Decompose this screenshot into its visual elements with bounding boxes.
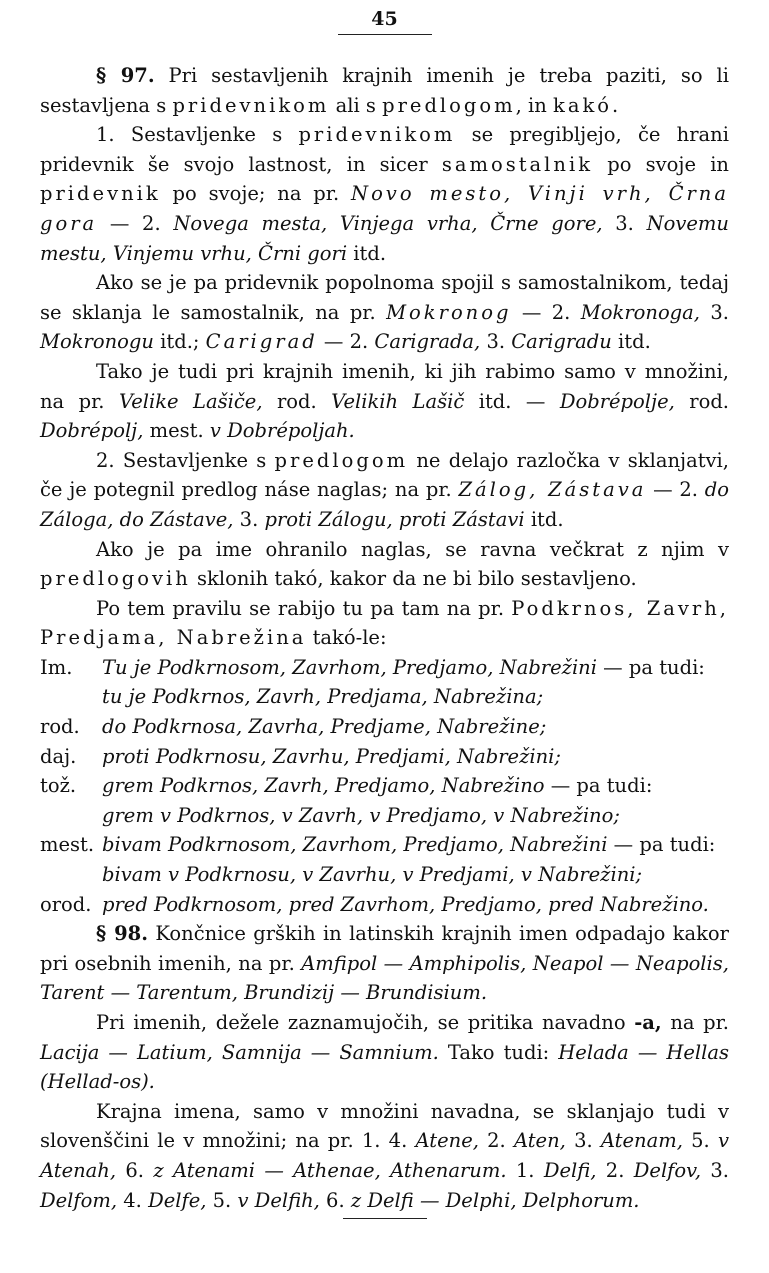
case-forms: Tu je Podkrnosom, Zavrhom, Predjamo, Nabrežini — pa tudi: bbox=[102, 655, 705, 679]
case-label: daj. bbox=[40, 744, 77, 768]
case-label: orod. bbox=[40, 892, 92, 916]
page-body bbox=[40, 61, 729, 1215]
case-label bbox=[40, 801, 102, 831]
plural-only-paragraph: Krajna imena, samo v množini navadna, se sklanjajo tudi v slovenščini le v množini; na pr. 1. 4. Atene, 2. Aten, 3. Atenam, 5. v Atenah, 6. z Atenami — Athenae, Athenarum. 1. Delfi, 2. Delfov, 3. Delfom, 4. Delfe, 5. v Delfih, 6. z Delfi — Delphi, Delphorum. bbox=[40, 1099, 729, 1212]
case-forms: pred Podkrnosom, pred Zavrhom, Predjamo, pred Nabrežino. bbox=[102, 892, 709, 916]
case-forms: tu je Podkrnos, Zavrh, Predjama, Nabrežina; bbox=[102, 685, 544, 709]
case-label bbox=[40, 860, 102, 890]
section-97-intro: § 97. Pri sestavljenih krajnih imenih je treba paziti, so li sestavljena s pridevnikom ali s predlogom, in kakó. bbox=[40, 64, 729, 117]
case-forms: bivam v Podkrnosu, v Zavrhu, v Predjami, v Nabrežini; bbox=[102, 863, 643, 887]
plural-names-paragraph: Tako je tudi pri krajnih imenih, ki jih rabimo samo v množini, na pr. Velike Lašiče, rod. Velikih Lašič itd. — Dobrépolje, rod. Dobrépolj, mest. v Dobrépoljah. bbox=[40, 359, 729, 443]
case-forms: bivam Podkrnosom, Zavrhom, Predjamo, Nabrežini — pa tudi: bbox=[102, 833, 716, 857]
footer-rule bbox=[343, 1218, 427, 1219]
case-forms: do Podkrnosa, Zavrha, Predjame, Nabrežine; bbox=[102, 715, 547, 739]
case-label: mest. bbox=[40, 833, 95, 857]
case-label bbox=[40, 682, 102, 712]
case-label: rod. bbox=[40, 715, 80, 739]
declension-table bbox=[40, 653, 729, 919]
merged-adjective-paragraph: Ako se je pa pridevnik popolnoma spojil s samostalnikom, tedaj se sklanja le samostalnik, na pr. Mokronog — 2. Mokronoga, 3. Mokronogu itd.; Carigrad — 2. Carigrada, 3. Carigradu itd. bbox=[40, 271, 730, 354]
page-number: 45 bbox=[371, 8, 398, 30]
case-label: tož. bbox=[40, 774, 77, 798]
case-forms: proti Podkrnosu, Zavrhu, Predjami, Nabrežini; bbox=[102, 744, 561, 768]
case-forms: grem v Podkrnos, v Zavrh, v Predjamo, v Nabrežino; bbox=[102, 803, 620, 827]
rule-paragraph: Po tem pravilu se rabijo tu pa tam na pr. Podkrnos, Zavrh, Predjama, Nabrežina takó-le: bbox=[40, 596, 729, 650]
accent-paragraph: Ako je pa ime ohranilo naglas, se ravna večkrat z njim v predlogovih sklonih takó, kakor da ne bi bilo sestavljeno. bbox=[40, 537, 729, 591]
header-rule bbox=[338, 34, 432, 35]
lands-paragraph: Pri imenih, dežele zaznamujočih, se pritika navadno -a, na pr. Lacija — Latium, Samnija — Samnium. Tako tudi: Helada — Hellas (Hellad-os). bbox=[40, 1011, 729, 1094]
case-forms: grem Podkrnos, Zavrh, Predjamo, Nabrežino — pa tudi: bbox=[102, 774, 653, 798]
point-1-paragraph: 1. Sestavljenke s pridevnikom se pregibljejo, če hrani pridevnik še svojo lastnost, in sicer samostalnik po svoje in pridevnik po svoje; na pr. Novo mesto, Vinji vrh, Črna gora — 2. Novega mesta, Vinjega vrha, Črne gore, 3. Novemu mestu, Vinjemu vrhu, Črni gori itd. bbox=[40, 123, 729, 265]
section-98-intro: § 98. Končnice grških in latinskih krajnih imen odpadajo kakor pri osebnih imenih, na pr. Amfipol — Amphipolis, Neapol — Neapolis, Tarent — Tarentum, Brundizij — Brundisium. bbox=[40, 922, 729, 1005]
section-mark: § 97. bbox=[96, 64, 155, 87]
section-mark: § 98. bbox=[96, 922, 149, 946]
point-2-paragraph: 2. Sestavljenke s predlogom ne delajo razločka v sklanjatvi, če je potegnil predlog náse naglas; na pr. Zálog, Zástava — 2. do Záloga, do Zástave, 3. proti Zálogu, proti Zástavi itd. bbox=[40, 448, 729, 531]
case-label: Im. bbox=[40, 655, 73, 679]
